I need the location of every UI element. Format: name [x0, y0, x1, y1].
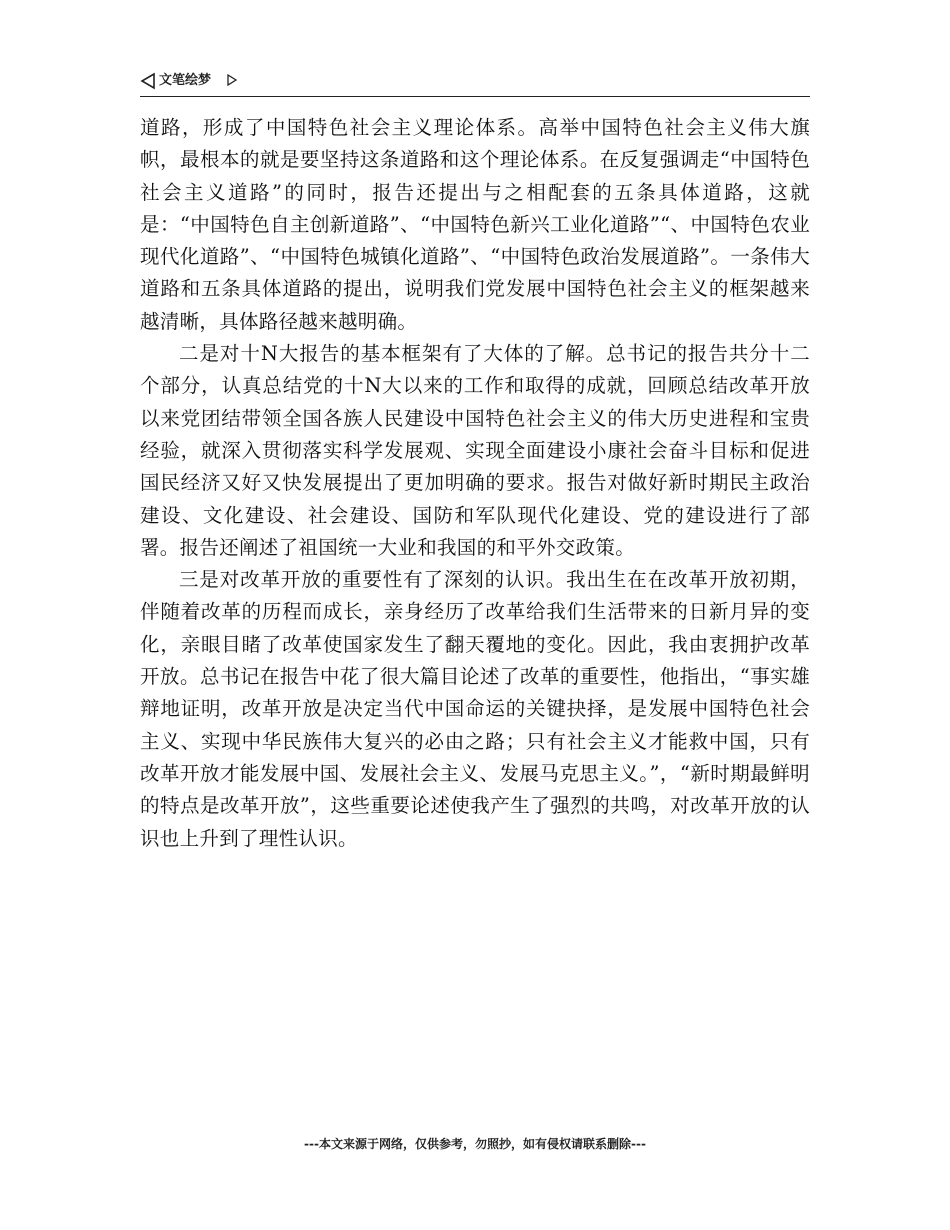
triangle-left-icon — [140, 72, 156, 90]
page-header — [140, 70, 810, 97]
header-title: 文笔绘梦 — [159, 73, 212, 88]
footer-disclaimer: ---本文来源于网络，仅供参考，勿照抄，如有侵权请联系删除--- — [304, 1137, 646, 1151]
paragraph-3: 三是对改革开放的重要性有了深刻的认识。我出生在在改革开放初期，伴随着改革的历程而成长，亲身经历了改革给我们生活带来的日新月异的变化，亲眼目睹了改革使国家发生了翻天覆地的变化。因此，我由衷拥护改革开放。总书记在报告中花了很大篇目论述了改革的重要性，他指出，“事实雄辩地证明，改革开放是决定当代中国命运的关键抉择，是发展中国特色社会主义、实现中华民族伟大复兴的必由之路；只有社会主义才能救中国，只有改革开放才能发展中国、发展社会主义、发展马克思主义。”，“新时期最鲜明的特点是改革开放”，这些重要论述使我产生了强烈的共鸣，对改革开放的认识也上升到了理性认识。 — [140, 568, 810, 850]
document-body — [140, 112, 810, 855]
triangle-right-icon — [227, 74, 237, 86]
paragraph-1: 道路，形成了中国特色社会主义理论体系。高举中国特色社会主义伟大旗帜，最根本的就是要坚持这条道路和这个理论体系。在反复强调走“中国特色社会主义道路”的同时，报告还提出与之相配套的五条具体道路，这就是：“中国特色自主创新道路”、“中国特色新兴工业化道路”“、中国特色农业现代化道路”、“中国特色城镇化道路”、“中国特色政治发展道路”。一条伟大道路和五条具体道路的提出，说明我们党发展中国特色社会主义的框架越来越清晰，具体路径越来越明确。 — [140, 116, 810, 333]
paragraph-2: 二是对十N大报告的基本框架有了大体的了解。总书记的报告共分十二个部分，认真总结党的十N大以来的工作和取得的成就，回顾总结改革开放以来党团结带领全国各族人民建设中国特色社会主义的伟大历史进程和宝贵经验，就深入贯彻落实科学发展观、实现全面建设小康社会奋斗目标和促进国民经济又好又快发展提出了更加明确的要求。报告对做好新时期民主政治建设、文化建设、社会建设、国防和军队现代化建设、党的建设进行了部署。报告还阐述了祖国统一大业和我国的和平外交政策。 — [140, 342, 810, 559]
